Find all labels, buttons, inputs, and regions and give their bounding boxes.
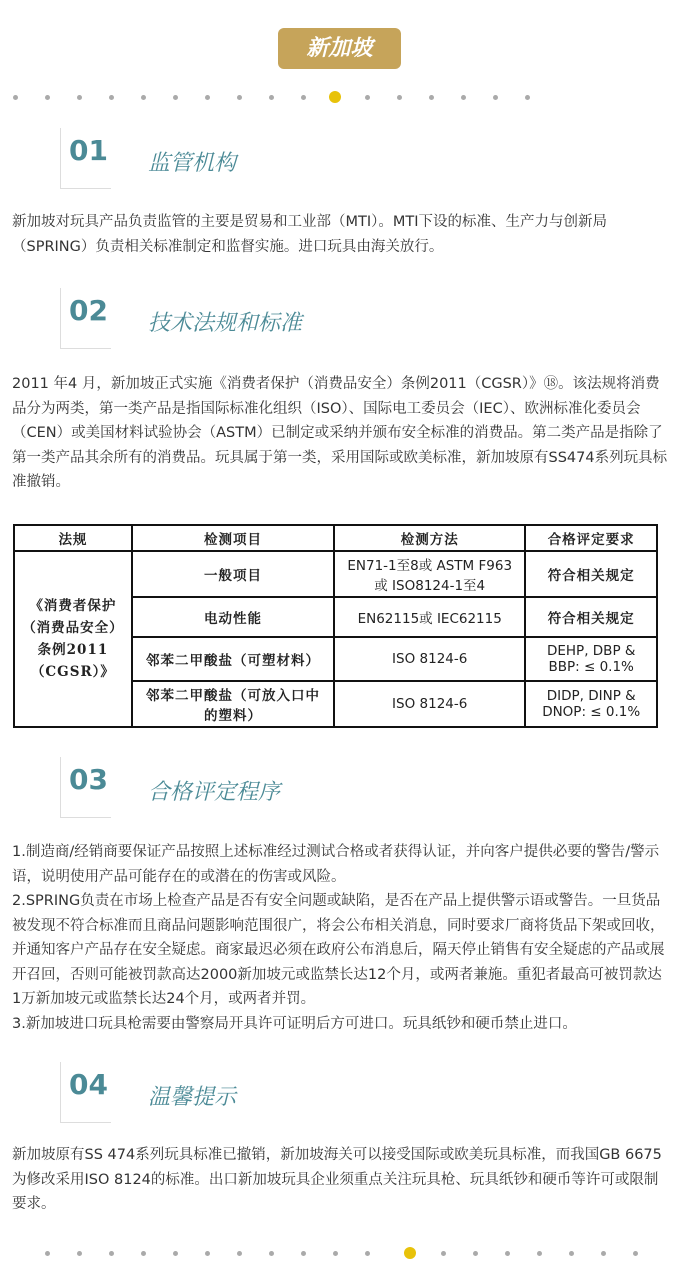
dot [173, 1251, 178, 1256]
dot [269, 95, 274, 100]
pagination-dots-top [0, 91, 676, 105]
section-body-04 [12, 1143, 668, 1217]
method-cell: EN71-1至8或 ASTM F963或 ISO8124-1至4 [334, 551, 525, 597]
dot [601, 1251, 606, 1256]
header-cell: 合格评定要求 [525, 525, 657, 551]
section-number-box [60, 128, 111, 189]
dot [173, 95, 178, 100]
active-dot [329, 91, 341, 103]
section-number: 01 [69, 134, 108, 167]
section-header-02 [60, 288, 460, 350]
dot [365, 95, 370, 100]
section-header-03 [60, 757, 460, 819]
section-number: 03 [69, 763, 108, 796]
dot [633, 1251, 638, 1256]
dot [441, 1251, 446, 1256]
dot [461, 95, 466, 100]
item-cell: 邻苯二甲酸盐（可放入口中的塑料） [132, 681, 334, 727]
dot [45, 1251, 50, 1256]
item-cell: 邻苯二甲酸盐（可塑材料） [132, 637, 334, 681]
dot [141, 95, 146, 100]
law-cell: 《消费者保护（消费品安全）条例2011（CGSR）》 [14, 551, 132, 727]
dot [429, 95, 434, 100]
dot [333, 1251, 338, 1256]
dot [237, 95, 242, 100]
dot [301, 95, 306, 100]
dot [473, 1251, 478, 1256]
header-cell: 检测项目 [132, 525, 334, 551]
dot [237, 1251, 242, 1256]
header-cell: 检测方法 [334, 525, 525, 551]
dot [77, 1251, 82, 1256]
dot [205, 95, 210, 100]
section-number-box [60, 288, 111, 349]
dot [77, 95, 82, 100]
section-body-03 [12, 840, 668, 1036]
dot [141, 1251, 146, 1256]
dot [537, 1251, 542, 1256]
paragraph: 3.新加坡进口玩具枪需要由警察局开具许可证明后方可进口。玩具纸钞和硬币禁止进口。 [12, 1015, 577, 1032]
dot [569, 1251, 574, 1256]
section-title: 监管机构 [148, 151, 237, 176]
section-body-02 [12, 372, 668, 495]
section-number: 04 [69, 1068, 108, 1101]
dot [505, 1251, 510, 1256]
standards-table [13, 524, 658, 728]
requirement-cell: DIDP, DINP & DNOP: ≤ 0.1% [525, 681, 657, 727]
method-cell: EN62115或 IEC62115 [334, 597, 525, 637]
dot [205, 1251, 210, 1256]
section-title: 合格评定程序 [148, 780, 281, 805]
paragraph: 新加坡对玩具产品负责监管的主要是贸易和工业部（MTI）。MTI下设的标准、生产力与创新局（SPRING）负责相关标准制定和监督实施。进口玩具由海关放行。 [12, 214, 608, 255]
country-tag: 新加坡 [278, 28, 401, 69]
requirement-cell: 符合相关规定 [525, 551, 657, 597]
dot [301, 1251, 306, 1256]
paragraph: 1.制造商/经销商要保证产品按照上述标准经过测试合格或者获得认证，并向客户提供必要的警告/警示语，说明使用产品可能存在的或潜在的伤害或风险。 [12, 844, 660, 885]
method-cell: ISO 8124-6 [334, 681, 525, 727]
dot [525, 95, 530, 100]
section-title: 技术法规和标准 [148, 311, 303, 336]
section-number: 02 [69, 294, 108, 327]
item-cell: 一般项目 [132, 551, 334, 597]
section-title: 温馨提示 [148, 1085, 237, 1110]
section-number-box [60, 757, 111, 818]
dot [269, 1251, 274, 1256]
dot [45, 95, 50, 100]
dot [493, 95, 498, 100]
dot [109, 1251, 114, 1256]
dot [13, 95, 18, 100]
dot [109, 95, 114, 100]
method-cell: ISO 8124-6 [334, 637, 525, 681]
pagination-dots-bottom [0, 1247, 676, 1261]
section-number-box [60, 1062, 111, 1123]
table-row [14, 551, 657, 597]
section-header-04 [60, 1062, 460, 1124]
requirement-cell: DEHP, DBP & BBP: ≤ 0.1% [525, 637, 657, 681]
header-cell: 法规 [14, 525, 132, 551]
item-cell: 电动性能 [132, 597, 334, 637]
paragraph: 2.SPRING负责在市场上检查产品是否有安全问题或缺陷，是否在产品上提供警示语或警告。一旦货品被发现不符合标准而且商品问题影响范围很广，将会公布相关消息，同时要求厂商将货品下架或回收，并通知客户产品存在安全疑虑。商家最迟必须在政府公布消息后，隔天停止销售有安全疑虑的产品或展开召回，否则可能被罚款高达2000新加坡元或监禁长达12个月，或两者兼施。重犯者最高可被罚款达1万新加坡元或监禁长达24个月，或两者并罚。 [12, 893, 665, 1007]
table-header-row [14, 525, 657, 551]
dot [365, 1251, 370, 1256]
active-dot [404, 1247, 416, 1259]
requirement-cell: 符合相关规定 [525, 597, 657, 637]
dot [397, 95, 402, 100]
paragraph: 2011 年4 月，新加坡正式实施《消费者保护（消费品安全）条例2011（CGSR）》⑱。该法规将消费品分为两类，第一类产品是指国际标准化组织（ISO）、国际电工委员会（IEC）、欧洲标准化委员会（CEN）或美国材料试验协会（ASTM）已制定或采纳并颁布安全标准的消费品。第二类产品是指除了第一类产品其余所有的消费品。玩具属于第一类，采用国际或欧美标准，新加坡原有SS474系列玩具标准撤销。 [12, 376, 668, 490]
section-header-01 [60, 128, 460, 190]
paragraph: 新加坡原有SS 474系列玩具标准已撤销，新加坡海关可以接受国际或欧美玩具标准，而我国GB 6675为修改采用ISO 8124的标准。出口新加坡玩具企业须重点关注玩具枪、玩具纸钞和硬币等许可或限制要求。 [12, 1147, 662, 1212]
section-body-01 [12, 210, 668, 259]
